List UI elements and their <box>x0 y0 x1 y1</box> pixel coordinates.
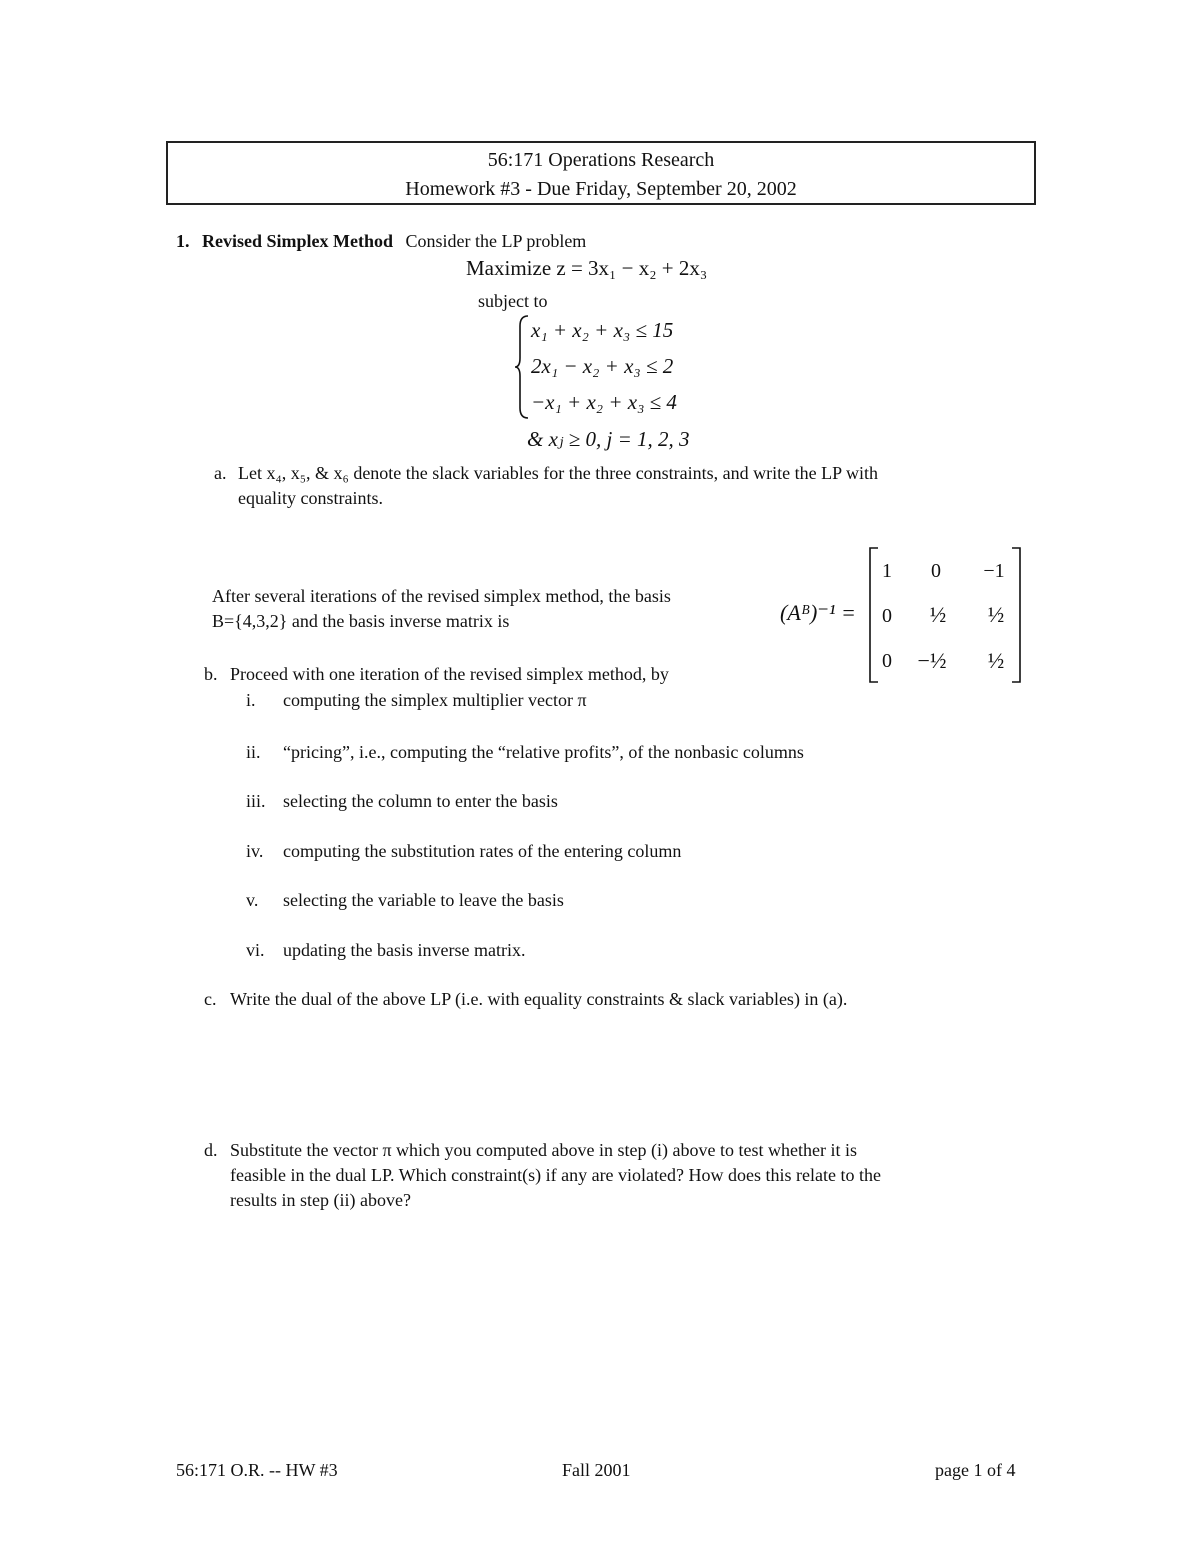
subject-to-label: subject to <box>478 291 548 311</box>
matrix-cell-2-1: 0 <box>882 605 892 627</box>
problem-heading <box>176 229 586 254</box>
footer-course: 56:171 O.R. -- HW #3 <box>176 1460 338 1480</box>
course-title: 56:171 Operations Research <box>487 149 715 171</box>
step-v-num: v. <box>246 890 259 910</box>
part-c-text: Write the dual of the above LP (i.e. with equality constraints & slack variables) in (a). <box>230 989 848 1009</box>
homework-title: Homework #3 - Due Friday, September 20, 2002 <box>405 178 797 200</box>
part-d-text-line2: feasible in the dual LP. Which constraint(s) if any are violated? How does this relate to the <box>230 1165 881 1185</box>
matrix-cell-2-2: ½ <box>929 602 947 627</box>
footer-term: Fall 2001 <box>562 1460 631 1480</box>
problem-number: 1. <box>176 231 190 251</box>
step-vi-text: updating the basis inverse matrix. <box>283 940 526 960</box>
basis-text-line1: After several iterations of the revised simplex method, the basis <box>212 586 671 606</box>
step-iii-num: iii. <box>246 791 266 811</box>
matrix-cell-3-3: ½ <box>987 648 1005 673</box>
step-iii-text: selecting the column to enter the basis <box>283 791 558 811</box>
part-d-label: d. <box>204 1140 218 1160</box>
part-d-text-line3: results in step (ii) above? <box>230 1190 411 1210</box>
step-i-text: computing the simplex multiplier vector π <box>283 690 587 710</box>
step-vi-num: vi. <box>246 940 265 960</box>
part-d-text-line1: Substitute the vector π which you computed above in step (i) above to test whether it is <box>230 1140 857 1160</box>
constraint-brace <box>514 314 530 420</box>
step-ii-num: ii. <box>246 742 261 762</box>
basis-text-line2: B={4,3,2} and the basis inverse matrix is <box>212 611 510 631</box>
part-b-text: Proceed with one iteration of the revised simplex method, by <box>230 664 669 684</box>
part-c-label: c. <box>204 989 217 1009</box>
problem-intro: Consider the LP problem <box>405 231 587 251</box>
step-i-num: i. <box>246 690 256 710</box>
nonnegativity-constraint: & xⱼ ≥ 0, j = 1, 2, 3 <box>527 427 690 451</box>
matrix-cell-1-3: −1 <box>983 560 1005 582</box>
matrix-cell-3-1: 0 <box>882 650 892 672</box>
part-a-label: a. <box>214 463 227 483</box>
step-iv-num: iv. <box>246 841 264 861</box>
constraint-2: 2x₁ − x₂ + x₃ ≤ 2 <box>531 354 674 378</box>
basis-inverse-label: (Aᴮ)⁻¹ = <box>780 600 856 625</box>
step-v-text: selecting the variable to leave the basis <box>283 890 564 910</box>
part-a-text: Let x₄, x₅, & x₆ denote the slack variables for the three constraints, and write the LP with <box>238 463 878 483</box>
problem-title: Revised Simplex Method <box>202 231 393 251</box>
footer-page-number: page 1 of 4 <box>935 1460 1016 1480</box>
matrix-cell-1-1: 1 <box>882 560 892 582</box>
matrix-cell-1-2: 0 <box>931 560 941 582</box>
header-box <box>166 141 1036 205</box>
matrix-cell-3-2: −½ <box>917 648 947 673</box>
constraint-1: x₁ + x₂ + x₃ ≤ 15 <box>531 318 674 342</box>
step-ii-text: “pricing”, i.e., computing the “relative profits”, of the nonbasic columns <box>283 742 804 762</box>
constraint-3: −x₁ + x₂ + x₃ ≤ 4 <box>531 390 677 414</box>
part-a-text-cont: equality constraints. <box>238 488 383 508</box>
objective-function: Maximize z = 3x₁ − x₂ + 2x₃ <box>466 256 708 280</box>
part-b-label: b. <box>204 664 218 684</box>
step-iv-text: computing the substitution rates of the entering column <box>283 841 682 861</box>
matrix-cell-2-3: ½ <box>987 602 1005 627</box>
